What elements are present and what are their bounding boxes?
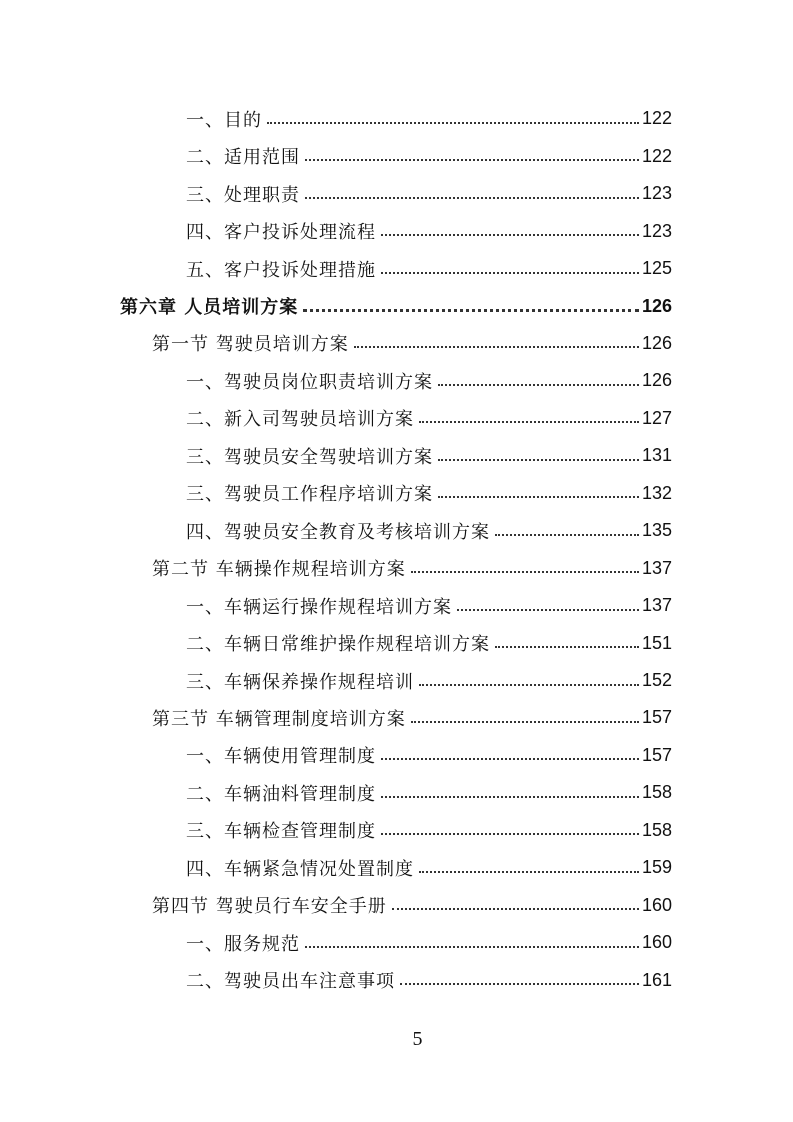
dot-leader: [419, 871, 639, 873]
toc-entry-title: 第二节 车辆操作规程培训方案: [152, 559, 406, 581]
toc-entry-item[interactable]: [186, 587, 672, 625]
page-number: 5: [412, 1028, 423, 1050]
dot-leader: [303, 309, 639, 312]
toc-entry-item[interactable]: [186, 175, 672, 213]
toc-entry-item[interactable]: [186, 212, 672, 250]
toc-entry-page: 125: [641, 258, 672, 279]
toc-entry-item[interactable]: [186, 400, 672, 438]
dot-leader: [381, 796, 639, 798]
dot-leader: [457, 609, 639, 611]
dot-leader: [419, 684, 639, 686]
toc-entry-title: 二、新入司驾驶员培训方案: [186, 409, 414, 431]
toc-entry-page: 161: [641, 969, 672, 990]
toc-entry-title: 第一节 驾驶员培训方案: [152, 334, 349, 356]
toc-entry-title: 一、驾驶员岗位职责培训方案: [186, 371, 433, 393]
toc-entry-page: 160: [641, 894, 672, 915]
dot-leader: [305, 197, 639, 199]
toc-entry-title: 四、驾驶员安全教育及考核培训方案: [186, 521, 490, 543]
dot-leader: [495, 646, 639, 648]
toc-entry-item[interactable]: [186, 100, 672, 138]
toc-entry-page: 123: [641, 183, 672, 204]
toc-entry-item[interactable]: [186, 137, 672, 175]
toc-entry-title: 三、处理职责: [186, 184, 300, 206]
toc-entry-title: 二、驾驶员出车注意事项: [186, 971, 395, 993]
toc-entry-section[interactable]: [152, 886, 672, 924]
dot-leader: [381, 272, 639, 274]
toc-entry-item[interactable]: [186, 475, 672, 513]
toc-entry-title: 一、目的: [186, 109, 262, 131]
toc-entry-page: 157: [641, 744, 672, 765]
dot-leader: [438, 496, 639, 498]
dot-leader: [354, 346, 639, 348]
toc-entry-item[interactable]: [186, 250, 672, 288]
dot-leader: [495, 534, 639, 536]
toc-entry-item[interactable]: [186, 961, 672, 999]
toc-entry-title: 第四节 驾驶员行车安全手册: [152, 896, 387, 918]
toc-entry-page: 123: [641, 220, 672, 241]
dot-leader: [381, 234, 639, 236]
dot-leader: [419, 421, 639, 423]
toc-entry-page: 126: [641, 370, 672, 391]
toc-entry-page: 126: [641, 332, 672, 353]
toc-entry-page: 160: [641, 932, 672, 953]
toc-entry-page: 158: [641, 819, 672, 840]
toc-entry-item[interactable]: [186, 362, 672, 400]
toc-entry-page: 122: [641, 145, 672, 166]
dot-leader: [411, 721, 639, 723]
toc-entry-title: 第六章 人员培训方案: [120, 297, 299, 318]
toc-entry-title: 四、车辆紧急情况处置制度: [186, 858, 414, 880]
toc-entry-item[interactable]: [186, 849, 672, 887]
toc-entry-page: 137: [641, 595, 672, 616]
toc-entry-title: 三、驾驶员安全驾驶培训方案: [186, 446, 433, 468]
toc-entry-title: 五、客户投诉处理措施: [186, 259, 376, 281]
toc-entry-page: 135: [641, 520, 672, 541]
toc-entry-item[interactable]: [186, 812, 672, 850]
toc-entry-page: 158: [641, 782, 672, 803]
toc-entry-item[interactable]: [186, 662, 672, 700]
toc-entry-item[interactable]: [186, 624, 672, 662]
dot-leader: [267, 122, 639, 124]
toc-entry-page: 152: [641, 670, 672, 690]
dot-leader: [305, 946, 639, 948]
toc-entry-item[interactable]: [186, 924, 672, 962]
toc-entry-item[interactable]: [186, 512, 672, 550]
toc-entry-chapter[interactable]: [120, 287, 672, 325]
toc-entry-title: 一、车辆运行操作规程培训方案: [186, 596, 452, 618]
dot-leader: [400, 983, 639, 985]
dot-leader: [381, 758, 639, 760]
toc-entry-title: 第三节 车辆管理制度培训方案: [152, 708, 406, 730]
toc-entry-item[interactable]: [186, 737, 672, 775]
toc-entry-page: 131: [641, 445, 672, 466]
dot-leader: [381, 833, 639, 835]
toc-entry-item[interactable]: [186, 774, 672, 812]
dot-leader: [411, 571, 639, 573]
toc-entry-title: 一、服务规范: [186, 933, 300, 955]
toc-entry-title: 二、车辆油料管理制度: [186, 783, 376, 805]
toc-entry-page: 151: [641, 632, 672, 653]
dot-leader: [392, 908, 639, 910]
toc-entry-page: 159: [641, 857, 672, 878]
toc-entry-title: 三、驾驶员工作程序培训方案: [186, 484, 433, 506]
toc-entry-page: 132: [641, 482, 672, 503]
dot-leader: [438, 384, 639, 386]
toc-entry-page: 127: [641, 407, 672, 428]
toc-entry-title: 三、车辆检查管理制度: [186, 821, 376, 843]
toc-entry-section[interactable]: [152, 549, 672, 587]
toc-entry-page: 126: [641, 295, 672, 316]
toc-entry-title: 四、客户投诉处理流程: [186, 222, 376, 244]
dot-leader: [305, 159, 639, 161]
toc-entry-page: 157: [641, 707, 672, 728]
toc-entry-page: 122: [641, 108, 672, 129]
toc-entry-page: 137: [641, 557, 672, 578]
toc-entry-item[interactable]: [186, 437, 672, 475]
toc-entry-title: 三、车辆保养操作规程培训: [186, 671, 414, 693]
toc-entry-section[interactable]: [152, 699, 672, 737]
toc-entry-section[interactable]: [152, 325, 672, 363]
toc-entry-title: 二、车辆日常维护操作规程培训方案: [186, 634, 490, 656]
toc-entry-title: 二、适用范围: [186, 147, 300, 169]
toc-entry-title: 一、车辆使用管理制度: [186, 746, 376, 768]
dot-leader: [438, 459, 639, 461]
